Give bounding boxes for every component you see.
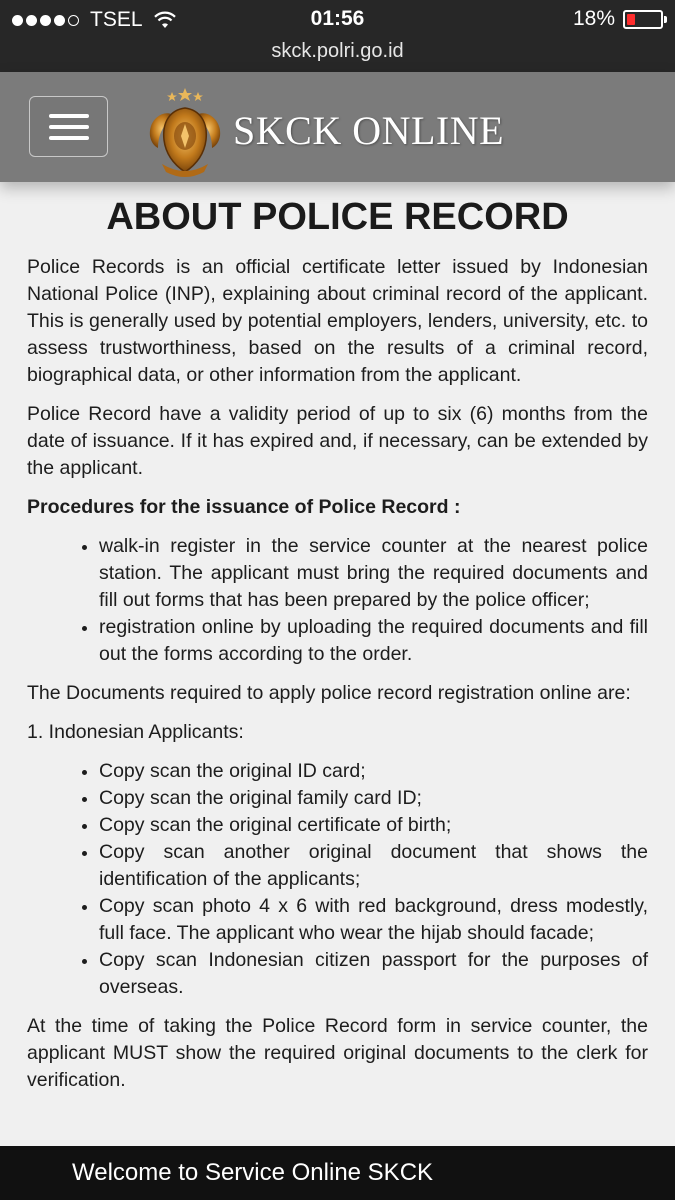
site-brand-title[interactable]: SKCK ONLINE bbox=[233, 108, 505, 153]
counter-note-paragraph: At the time of taking the Police Record form in service counter, the applicant MUST show the required original documents to the clerk for verification. bbox=[27, 1015, 648, 1091]
battery-percent: 18% bbox=[572, 7, 615, 30]
hamburger-icon-bar bbox=[49, 136, 89, 140]
hamburger-icon-bar bbox=[49, 125, 89, 129]
main-content bbox=[27, 190, 648, 1106]
welcome-banner-text: Welcome to Service Online SKCK bbox=[72, 1159, 434, 1186]
validity-paragraph: Police Record have a validity period of up to six (6) months from the date of issuance. If it has expired and, if necessary, can be extended by the applicant. bbox=[27, 403, 648, 479]
list-item: • Copy scan photo 4 x 6 with red background, dress modestly, full face. The applicant who wear the hijab should facade; bbox=[99, 893, 648, 947]
page-title: ABOUT POLICE RECORD bbox=[106, 196, 569, 238]
list-item: • Copy scan another original document that shows the identification of the applicants; bbox=[99, 839, 648, 893]
hamburger-icon bbox=[49, 114, 89, 118]
battery-icon bbox=[623, 10, 663, 29]
documents-intro: The Documents required to apply police record registration online are: bbox=[27, 682, 631, 704]
procedures-list bbox=[27, 533, 648, 668]
list-item: • Copy scan the original family card ID; bbox=[99, 785, 648, 812]
list-item: • Copy scan the original ID card; bbox=[99, 758, 648, 785]
police-emblem-logo[interactable] bbox=[144, 86, 226, 178]
status-bar bbox=[0, 0, 675, 38]
address-bar[interactable] bbox=[0, 38, 675, 72]
menu-toggle-button[interactable] bbox=[29, 96, 108, 157]
indonesian-applicants-heading: 1. Indonesian Applicants: bbox=[27, 721, 244, 743]
list-item: • Copy scan Indonesian citizen passport for the purposes of overseas. bbox=[99, 947, 648, 1001]
clock-time: 01:56 bbox=[310, 7, 365, 30]
indonesian-documents-list bbox=[27, 758, 648, 1001]
list-item: • walk-in register in the service counter at the nearest police station. The applicant must bring the required documents and fill out forms that has been prepared by the police officer; bbox=[99, 533, 648, 614]
intro-paragraph: Police Records is an official certificate letter issued by Indonesian National Police (INP), explaining about criminal record of the applicant. This is generally used by potential employers, lenders, university, etc. to assess trustworthiness, based on the results of a criminal record, biographical data, or other information from the applicant. bbox=[27, 256, 648, 386]
address-bar-url: skck.polri.go.id bbox=[271, 40, 404, 62]
carrier-name: TSEL bbox=[90, 8, 143, 31]
list-item: • registration online by uploading the required documents and fill out the forms according to the order. bbox=[99, 614, 648, 668]
status-bar-right bbox=[573, 7, 663, 31]
site-header bbox=[0, 72, 675, 182]
list-item: • Copy scan the original certificate of birth; bbox=[99, 812, 648, 839]
procedures-heading: Procedures for the issuance of Police Record : bbox=[27, 496, 461, 518]
welcome-banner bbox=[0, 1146, 675, 1200]
